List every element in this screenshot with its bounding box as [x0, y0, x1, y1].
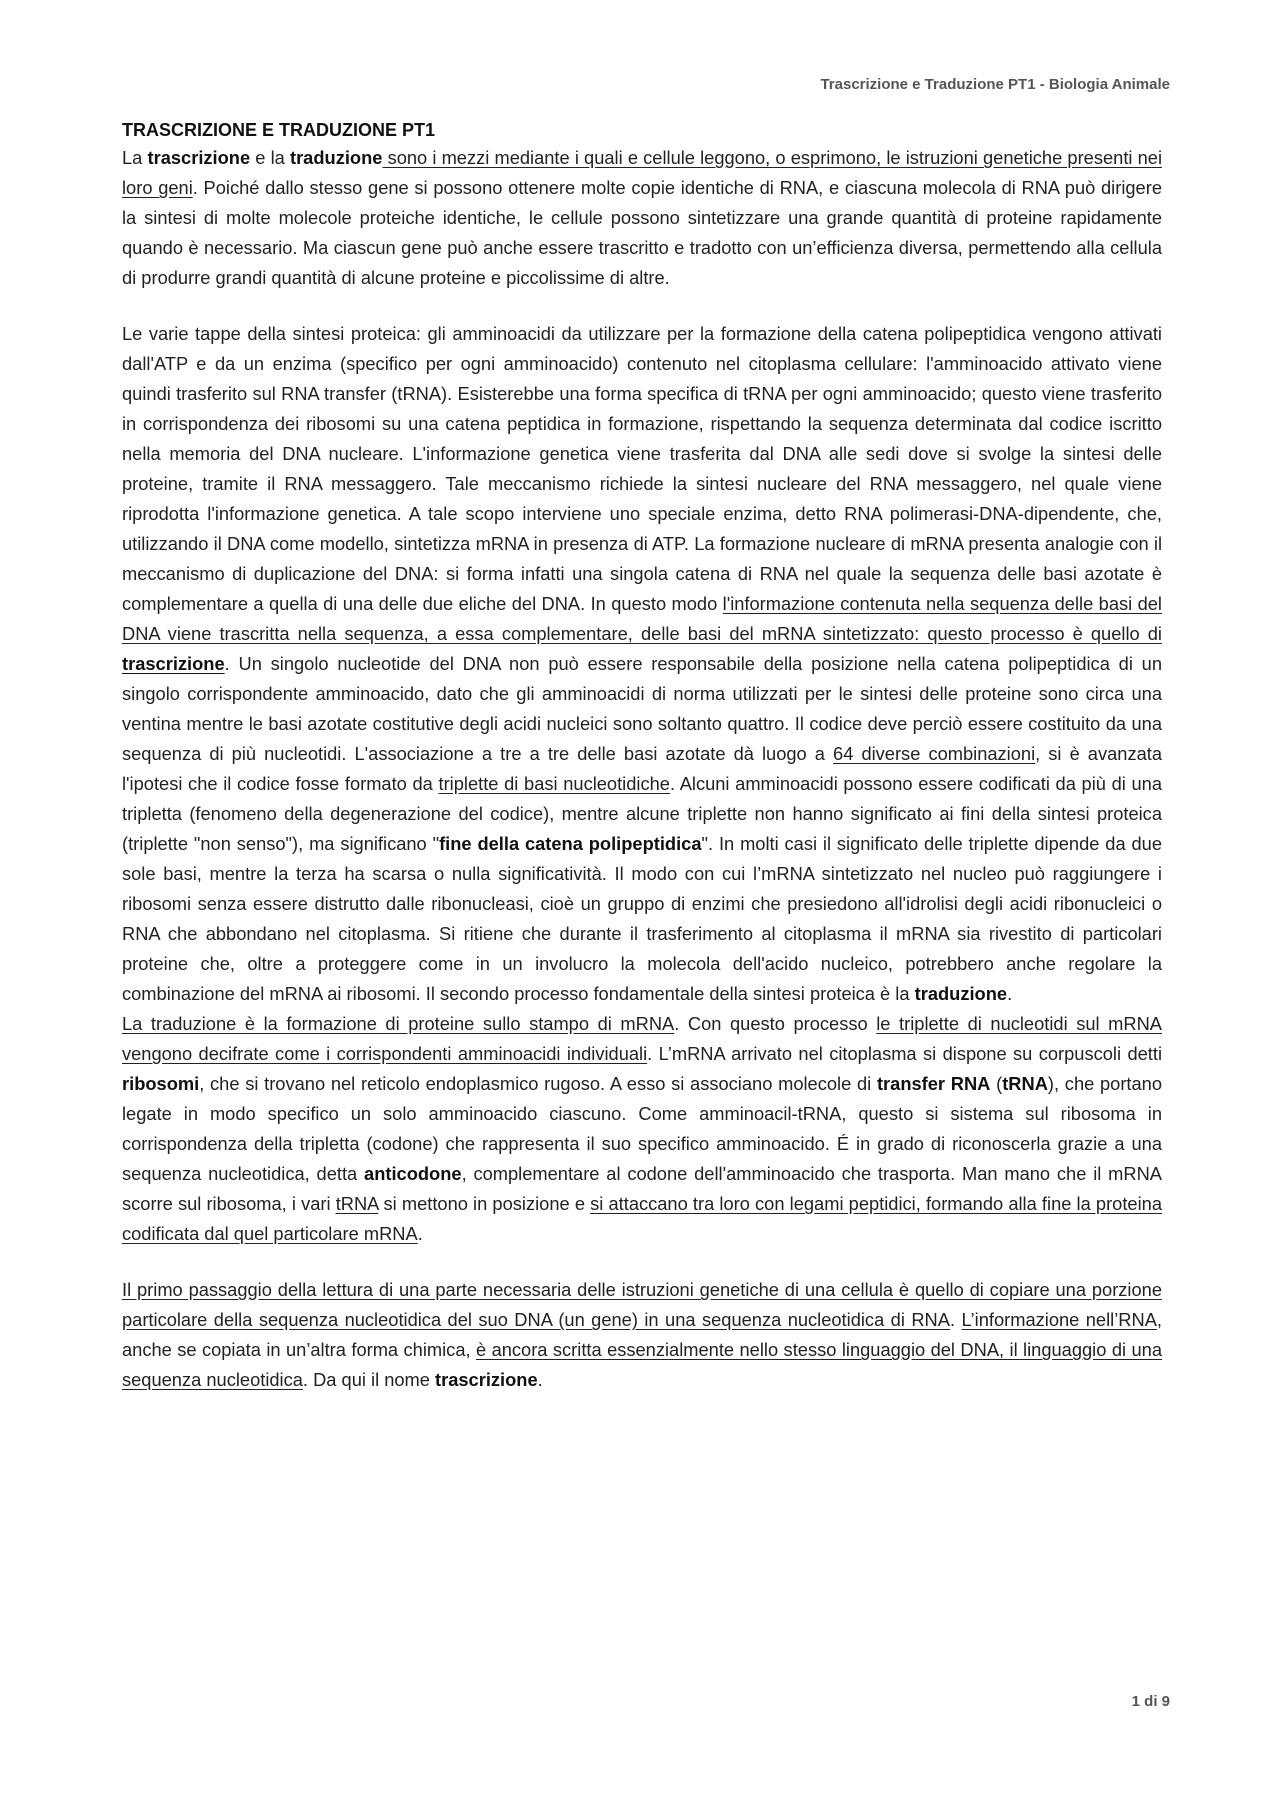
document-body — [122, 120, 1162, 1395]
page-header: Trascrizione e Traduzione PT1 - Biologia Animale — [820, 76, 1170, 93]
paragraph-2: Le varie tappe della sintesi proteica: gli amminoacidi da utilizzare per la formazione della catena polipeptidica vengono attivati dall'ATP e da un enzima (specifico per ogni amminoacido) contenuto nel citoplasma cellulare: l'amminoacido attivato viene quindi trasferito sul RNA transfer (tRNA). Esisterebbe una forma specifica di tRNA per ogni amminoacido; questo viene trasferito in corrispondenza dei ribosomi su una catena peptidica in formazione, rispettando la sequenza determinata dal codice iscritto nella memoria del DNA nucleare. L'informazione genetica viene trasferita dal DNA alle sedi dove si svolge la sintesi delle proteine, tramite il RNA messaggero. Tale meccanismo richiede la sintesi nucleare del RNA messaggero, nel quale viene riprodotta l'informazione genetica. A tale scopo interviene uno speciale enzima, detto RNA polimerasi-DNA-dipendente, che, utilizzando il DNA come modello, sintetizza mRNA in presenza di ATP. La formazione nucleare di mRNA presenta analogie con il meccanismo di duplicazione del DNA: si forma infatti una singola catena di RNA nel quale la sequenza delle basi azotate è complementare a quella di una delle due eliche del DNA. In questo modo l'informazione contenuta nella sequenza delle basi del DNA viene trascritta nella sequenza, a essa complementare, delle basi del mRNA sintetizzato: questo processo è quello di trascrizione. Un singolo nucleotide del DNA non può essere responsabile della posizione nella catena polipeptidica di un singolo corrispondente amminoacido, dato che gli amminoacidi di norma utilizzati per le sintesi delle proteine sono circa una ventina mentre le basi azotate costitutive degli acidi nucleici sono soltanto quattro. Il codice deve perciò essere costituito da una sequenza di più nucleotidi. L'associazione a tre a tre delle basi azotate dà luogo a 64 diverse combinazioni, si è avanzata l'ipotesi che il codice fosse formato da triplette di basi nucleotidiche. Alcuni amminoacidi possono essere codificati da più di una tripletta (fenomeno della degenerazione del codice), mentre alcune triplette non hanno significato ai fini della sintesi proteica (triplette "non senso"), ma significano "fine della catena polipeptidica". In molti casi il significato delle triplette dipende da due sole basi, mentre la terza ha scarsa o nulla significatività. Il modo con cui l’mRNA sintetizzato nel nucleo può raggiungere i ribosomi senza essere distrutto dalle ribonucleasi, cioè un gruppo di enzimi che presiedono all'idrolisi degli acidi ribonucleici o RNA che abbondano nel citoplasma. Si ritiene che durante il trasferimento al citoplasma il mRNA sia rivestito di particolari proteine che, oltre a proteggere come in un involucro la molecola dell'acido nucleico, potrebbero anche regolare la combinazione del mRNA ai ribosomi. Il secondo processo fondamentale della sintesi proteica è la traduzione. — [122, 323, 1163, 1004]
page-title: TRASCRIZIONE E TRADUZIONE PT1 — [122, 120, 436, 140]
paragraph-3: La traduzione è la formazione di proteine sullo stampo di mRNA. Con questo processo le triplette di nucleotidi sul mRNA vengono decifrate come i corrispondenti amminoacidi individuali. L’mRNA arrivato nel citoplasma si dispone su corpuscoli detti ribosomi, che si trovano nel reticolo endoplasmico rugoso. A esso si associano molecole di transfer RNA (tRNA), che portano legate in modo specifico un solo amminoacido ciascuno. Come amminoacil-tRNA, questo si sistema sul ribosoma in corrispondenza della tripletta (codone) che rappresenta il suo specifico amminoacido. É in grado di riconoscerla grazie a una sequenza nucleotidica, detta anticodone, complementare al codone dell'amminoacido che trasporta. Man mano che il mRNA scorre sul ribosoma, i vari tRNA si mettono in posizione e si attaccano tra loro con legami peptidici, formando alla fine la proteina codificata dal quel particolare mRNA. — [122, 1013, 1163, 1244]
paragraph-4: Il primo passaggio della lettura di una parte necessaria delle istruzioni genetiche di una cellula è quello di copiare una porzione particolare della sequenza nucleotidica del suo DNA (un gene) in una sequenza nucleotidica di RNA. L’informazione nell’RNA, anche se copiata in un’altra forma chimica, è ancora scritta essenzialmente nello stesso linguaggio del DNA, il linguaggio di una sequenza nucleotidica. Da qui il nome trascrizione. — [122, 1279, 1162, 1390]
paragraph-1: La trascrizione e la traduzione sono i mezzi mediante i quali e cellule leggono, o esprimono, le istruzioni genetiche presenti nei loro geni. Poiché dallo stesso gene si possono ottenere molte copie identiche di RNA, e ciascuna molecola di RNA può dirigere la sintesi di molte molecole proteiche identiche, le cellule possono sintetizzare una grande quantità di proteine rapidamente quando è necessario. Ma ciascun gene può anche essere trascritto e tradotto con un’efficienza diversa, permettendo alla cellula di produrre grandi quantità di alcune proteine e piccolissime di altre. — [122, 147, 1163, 288]
page-number: 1 di 9 — [1131, 1693, 1170, 1710]
